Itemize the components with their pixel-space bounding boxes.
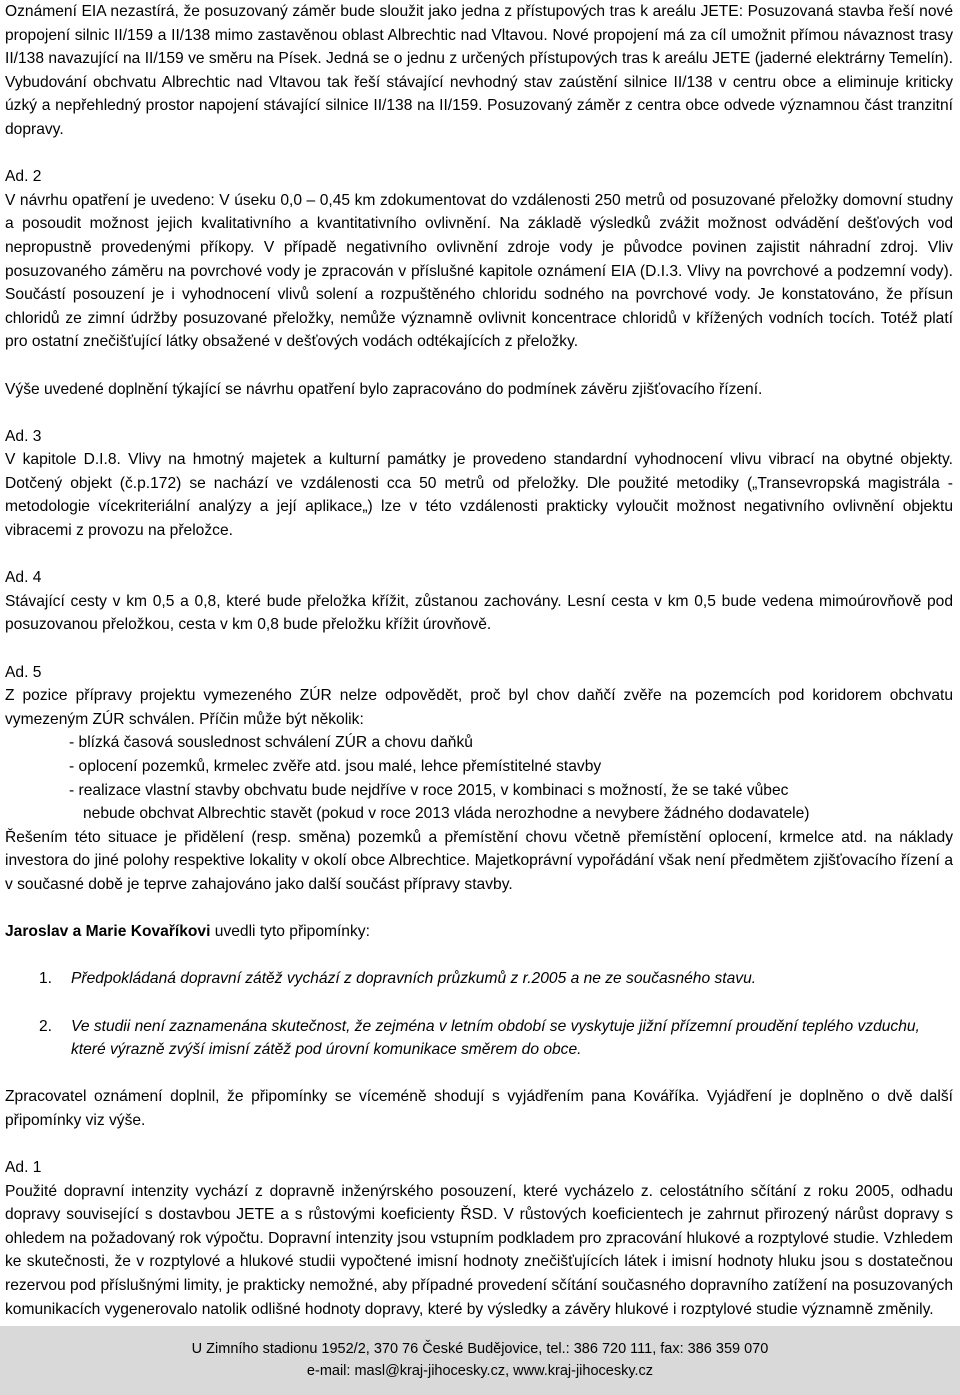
list-item-text: Ve studii není zaznamenána skutečnost, že zejména v letním období se vyskytuje jižní přízemní proudění teplého vzduchu, které výrazně zvýší imisní zátěž pod úrovní komunikace směrem do obce. (71, 1017, 920, 1059)
list-item (5, 755, 953, 779)
footer-address: U Zimního stadionu 1952/2, 370 76 České Budějovice, tel.: 386 720 111, fax: 386 359 070 (191, 1341, 769, 1357)
commenter-intro-text: uvedli tyto připomínky: (210, 923, 370, 941)
list-item (5, 1015, 953, 1062)
ad2-heading: Ad. 2 (5, 168, 42, 186)
list-item-text: - realizace vlastní stavby obchvatu bude nejdříve v roce 2015, v kombinaci s možností, že se také vůbec (69, 781, 789, 799)
intro-paragraph: Oznámení EIA nezastírá, že posuzovaný záměr bude sloužit jako jedna z přístupových tras k areálu JETE: Posuzovaná stavba řeší nové propojení silnic II/159 a II/138 mimo zastavěnou oblast Albrechtic nad Vltavou. Nové propojení má za cíl umožnit přímou návaznost trasy II/138 navazující na II/159 ve směru na Písek. Jedná se o jednu z určených přístupových tras k areálu JETE (jaderné elektrárny Temelín). Vybudování obchvatu Albrechtic nad Vltavou tak řeší stávající nevhodný stav zaústění silnice II/138 v centru obce a eliminuje kriticky úzký a nepřehledný prostor napojení stávající silnice II/138 na II/159. Posuzovaný záměr z centra obce odvede významnou část tranzitní dopravy. (5, 3, 953, 138)
ad5-heading: Ad. 5 (5, 663, 42, 681)
list-item-text: - oplocení pozemků, krmelec zvěře atd. jsou malé, lehce přemístitelné stavby (69, 758, 602, 775)
ad1-paragraph: Použité dopravní intenzity vychází z dopravně inženýrského posouzení, které vycházelo z. celostátního sčítání z roku 2005, odhadu dopravy související s dostavbou JETE a s růstovými koeficienty ŘSD. V růstových koeficientech je zahrnut přirozený nárůst dopravy s ohledem na požadovaný rok výpočtu. Dopravní intenzity jsou vstupním podkladem pro zpracování hlukové a rozptylové studie. Vzhledem ke skutečnosti, že v rozptylové a hlukové studii vypočtené imisní hodnoty znečišťujících látek i imisní hodnoty hluku jsou s dostatečnou rezervou pod příslušnými limity, je prakticky nemožné, aby případné provedení sčítání současného dopravního zatížení na posuzovaných komunikacích vygenerovalo natolik odlišné hodnoty dopravy, které by výsledky a závěry hlukové i rozptylové studie významně změnily. (5, 1182, 953, 1318)
list-item (5, 967, 953, 991)
comment-list (5, 967, 953, 1061)
ad1-heading: Ad. 1 (5, 1159, 42, 1177)
ad4-heading: Ad. 4 (5, 569, 42, 587)
list-item-text: Předpokládaná dopravní zátěž vychází z dopravních průzkumů z r.2005 a ne ze současného stavu. (71, 970, 757, 988)
zpracovatel-paragraph: Zpracovatel oznámení doplnil, že připomínky se víceméně shodují s vyjádřením pana Kováříka. Vyjádření je doplněno o dvě další připomínky viz výše. (5, 1088, 953, 1129)
list-item-continuation: nebude obchvat Albrechtic stavět (pokud v roce 2013 vláda nerozhodne a nevybere žádného dodavatele) (83, 805, 810, 823)
reason-list (5, 731, 953, 825)
vyse-paragraph: Výše uvedené doplnění týkající se návrhu opatření bylo zapracováno do podmínek závěru zjišťovacího řízení. (5, 380, 763, 398)
ad2-paragraph: V návrhu opatření je uvedeno: V úseku 0,0 – 0,45 km zdokumentovat do vzdálenosti 250 metrů od posuzované přeložky domovní studny a posoudit možnost jejich kvalitativního a kvantitativního ovlivnění. Na základě výsledků zvážit možnost odvádění dešťových vod nepropustně provedenými příkopy. V případě negativního ovlivnění zdroje vody je původce povinen zajistit náhradní zdroj. Vliv posuzovaného záměru na povrchové vody je zpracován v příslušné kapitole oznámení EIA (D.I.3. Vlivy na povrchové a podzemní vody). Součástí posouzení je i vyhodnocení vlivů solení a rozpuštěného chloridu sodného na povrchové vody. Je konstatováno, že přísun chloridů ze zimní údržby posuzované přeložky, nemůže významně ovlivnit koncentrace chloridů v křížených vodních tocích. Totéž platí pro ostatní znečišťující látky obsažené v dešťových vodách odtékajících z přeložky. (5, 191, 953, 351)
ad5-conclusion: Řešením této situace je přidělení (resp. směna) pozemků a přemístění chovu včetně přemístění oplocení, krmelce atd. na náklady investora do jiné polohy respektive lokality v okolí obce Albrechtice. Majetkoprávní vypořádání však není předmětem zjišťovacího řízení a v současné době je teprve zahajováno jako další součást přípravy stavby. (5, 828, 953, 893)
footer-contact: e-mail: masl@kraj-jihocesky.cz, www.kraj-jihocesky.cz (306, 1363, 654, 1379)
list-item (5, 779, 953, 826)
list-item-text: - blízká časová souslednost schválení ZÚR a chovu daňků (69, 734, 473, 752)
commenter-names: Jaroslav a Marie Kovaříkovi (5, 923, 211, 941)
page-footer (0, 1326, 960, 1395)
ad5-paragraph: Z pozice přípravy projektu vymezeného ZÚR nelze odpovědět, proč byl chov daňčí zvěře na pozemcích pod koridorem obchvatu vymezeným ZÚR schválen. Příčin může být několik: (5, 687, 953, 728)
list-item-number: 1. (39, 970, 53, 988)
list-item (5, 731, 953, 755)
ad3-paragraph: V kapitole D.I.8. Vlivy na hmotný majetek a kulturní památky je provedeno standardní vyhodnocení vlivu vibrací na obytné objekty. Dotčený objekt (č.p.172) se nachází ve vzdálenosti cca 50 metrů od přeložky. Dle použité metodiky („Transevropská magistrála - metodologie vícekriteriální analýzy a její aplikace„) lze v této vzdálenosti prakticky vyloučit možnost negativního ovlivnění objektu vibracemi z provozu na přeložce. (5, 451, 953, 540)
list-item-number: 2. (39, 1017, 53, 1035)
ad3-heading: Ad. 3 (5, 427, 42, 445)
ad4-paragraph: Stávající cesty v km 0,5 a 0,8, které bude přeložka křížit, zůstanou zachovány. Lesní cesta v km 0,5 bude vedena mimoúrovňově pod posuzovanou přeložkou, cesta v km 0,8 bude přeložku křížit úrovňově. (5, 592, 953, 634)
kovarik-intro (5, 920, 953, 944)
document-body (5, 0, 953, 1321)
